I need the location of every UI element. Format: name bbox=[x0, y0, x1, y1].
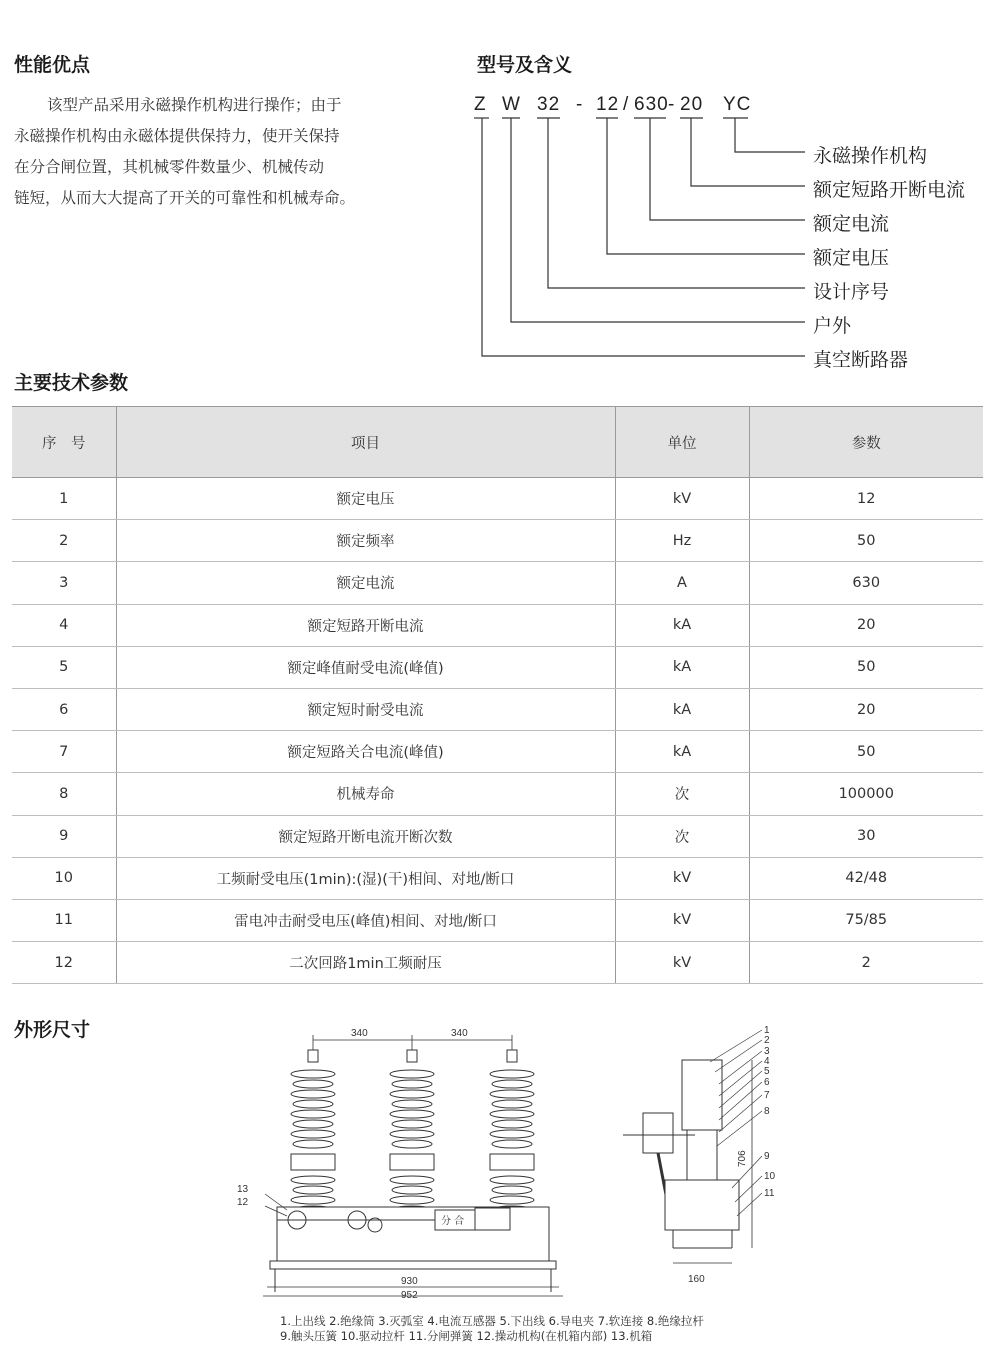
row-value: 75/85 bbox=[749, 899, 983, 941]
row-item: 雷电冲击耐受电压(峰值)相间、对地/断口 bbox=[116, 899, 615, 941]
model-heading: 型号及含义 bbox=[477, 54, 573, 76]
row-unit: kV bbox=[615, 857, 749, 899]
advantages-line: 在分合闸位置，其机械零件数量少、机械传动 bbox=[14, 158, 325, 176]
row-value: 630 bbox=[749, 562, 983, 604]
row-item: 工频耐受电压(1min):(湿)(干)相间、对地/断口 bbox=[116, 857, 615, 899]
dim-width-outer: 952 bbox=[401, 1290, 418, 1301]
model-code-breaking: 20 bbox=[680, 94, 704, 115]
row-unit: kV bbox=[615, 899, 749, 941]
dim-spacing-left: 340 bbox=[351, 1028, 368, 1039]
table-row bbox=[12, 773, 983, 815]
outline-drawing bbox=[225, 1020, 785, 1312]
row-item: 额定短路关合电流(峰值) bbox=[116, 731, 615, 773]
row-item: 额定电流 bbox=[116, 562, 615, 604]
advantages-paragraph bbox=[14, 90, 394, 214]
side-view bbox=[623, 1025, 776, 1285]
table-row bbox=[12, 646, 983, 688]
callout-8: 8 bbox=[764, 1106, 770, 1117]
row-value: 50 bbox=[749, 646, 983, 688]
model-meaning-rated-current: 额定电流 bbox=[813, 213, 890, 235]
callout-5: 5 bbox=[764, 1066, 770, 1077]
dim-side-height: 706 bbox=[737, 1150, 748, 1167]
advantages-heading: 性能优点 bbox=[14, 54, 91, 76]
callout-9: 9 bbox=[764, 1151, 770, 1162]
row-unit: 次 bbox=[615, 773, 749, 815]
model-code-w: W bbox=[502, 94, 521, 115]
table-row bbox=[12, 520, 983, 562]
row-value: 42/48 bbox=[749, 857, 983, 899]
model-meaning-breaking-current: 额定短路开断电流 bbox=[813, 179, 966, 201]
row-unit: kA bbox=[615, 604, 749, 646]
row-index: 6 bbox=[12, 688, 116, 730]
row-index: 2 bbox=[12, 520, 116, 562]
dim-spacing-right: 340 bbox=[451, 1028, 468, 1039]
row-value: 20 bbox=[749, 688, 983, 730]
row-index: 4 bbox=[12, 604, 116, 646]
table-row bbox=[12, 604, 983, 646]
row-value: 50 bbox=[749, 520, 983, 562]
column-header-value: 参数 bbox=[749, 407, 983, 478]
column-header-index: 序 号 bbox=[12, 407, 116, 478]
row-item: 额定频率 bbox=[116, 520, 615, 562]
table-row bbox=[12, 688, 983, 730]
model-code-series: 32 bbox=[537, 94, 561, 115]
column-header-item: 项目 bbox=[116, 407, 615, 478]
row-item: 额定峰值耐受电流(峰值) bbox=[116, 646, 615, 688]
front-panel-label: 分 合 bbox=[441, 1216, 465, 1227]
drawing-legend-line-2: 9.触头压簧 10.驱动拉杆 11.分闸弹簧 12.操动机构(在机箱内部) 13.机箱 bbox=[280, 1329, 653, 1343]
table-row bbox=[12, 731, 983, 773]
row-value: 100000 bbox=[749, 773, 983, 815]
row-unit: Hz bbox=[615, 520, 749, 562]
callout-2: 2 bbox=[764, 1035, 770, 1046]
row-item: 二次回路1min工频耐压 bbox=[116, 942, 615, 984]
table-row bbox=[12, 899, 983, 941]
callout-1: 1 bbox=[764, 1025, 770, 1036]
row-index: 5 bbox=[12, 646, 116, 688]
row-item: 机械寿命 bbox=[116, 773, 615, 815]
callout-10: 10 bbox=[764, 1171, 776, 1182]
row-unit: kA bbox=[615, 688, 749, 730]
advantages-line: 永磁操作机构由永磁体提供保持力，使开关保持 bbox=[14, 127, 340, 145]
row-index: 9 bbox=[12, 815, 116, 857]
model-meaning-design-number: 设计序号 bbox=[813, 281, 890, 303]
model-meaning-outdoor: 户外 bbox=[813, 315, 852, 337]
callout-13: 13 bbox=[237, 1184, 249, 1195]
row-unit: kV bbox=[615, 478, 749, 520]
params-table bbox=[12, 406, 983, 984]
advantages-line: 该型产品采用永磁操作机构进行操作；由于 bbox=[47, 96, 342, 114]
dim-side-base-width: 160 bbox=[688, 1274, 705, 1285]
model-code-voltage: 12 bbox=[596, 94, 620, 115]
params-heading: 主要技术参数 bbox=[14, 372, 129, 394]
row-index: 10 bbox=[12, 857, 116, 899]
callout-6: 6 bbox=[764, 1077, 770, 1088]
row-item: 额定短路开断电流 bbox=[116, 604, 615, 646]
dim-width-inner: 930 bbox=[401, 1276, 418, 1287]
table-row bbox=[12, 942, 983, 984]
table-row bbox=[12, 857, 983, 899]
table-row bbox=[12, 562, 983, 604]
row-index: 11 bbox=[12, 899, 116, 941]
table-row bbox=[12, 815, 983, 857]
model-meaning-operating-mechanism: 永磁操作机构 bbox=[813, 145, 928, 167]
row-index: 8 bbox=[12, 773, 116, 815]
row-value: 2 bbox=[749, 942, 983, 984]
model-code-dash: - bbox=[668, 94, 676, 115]
row-item: 额定短路开断电流开断次数 bbox=[116, 815, 615, 857]
table-row bbox=[12, 478, 983, 520]
row-item: 额定短时耐受电流 bbox=[116, 688, 615, 730]
advantages-line: 链短，从而大大提高了开关的可靠性和机械寿命。 bbox=[14, 189, 356, 207]
row-index: 12 bbox=[12, 942, 116, 984]
row-unit: A bbox=[615, 562, 749, 604]
model-code-dash: - bbox=[576, 94, 584, 115]
model-code-yc: YC bbox=[723, 94, 752, 115]
row-item: 额定电压 bbox=[116, 478, 615, 520]
row-unit: 次 bbox=[615, 815, 749, 857]
callout-12: 12 bbox=[237, 1197, 249, 1208]
row-unit: kA bbox=[615, 731, 749, 773]
row-value: 12 bbox=[749, 478, 983, 520]
table-header-row bbox=[12, 407, 983, 478]
callout-3: 3 bbox=[764, 1046, 770, 1057]
row-value: 20 bbox=[749, 604, 983, 646]
model-code-z: Z bbox=[474, 94, 487, 115]
model-code-slash: / bbox=[623, 94, 630, 115]
dimensions-heading: 外形尺寸 bbox=[14, 1019, 91, 1041]
model-meaning-vacuum-breaker: 真空断路器 bbox=[813, 349, 909, 371]
front-view bbox=[237, 1028, 563, 1301]
row-value: 50 bbox=[749, 731, 983, 773]
callout-4: 4 bbox=[764, 1056, 770, 1067]
callout-7: 7 bbox=[764, 1090, 770, 1101]
row-index: 1 bbox=[12, 478, 116, 520]
row-unit: kA bbox=[615, 646, 749, 688]
callout-11: 11 bbox=[764, 1188, 775, 1199]
model-designation-diagram bbox=[460, 80, 820, 370]
row-index: 3 bbox=[12, 562, 116, 604]
model-code-current: 630 bbox=[634, 94, 669, 115]
drawing-legend-line-1: 1.上出线 2.绝缘筒 3.灭弧室 4.电流互感器 5.下出线 6.导电夹 7.软连接 8.绝缘拉杆 bbox=[280, 1314, 704, 1328]
model-meaning-rated-voltage: 额定电压 bbox=[813, 247, 890, 269]
column-header-unit: 单位 bbox=[615, 407, 749, 478]
row-value: 30 bbox=[749, 815, 983, 857]
row-index: 7 bbox=[12, 731, 116, 773]
row-unit: kV bbox=[615, 942, 749, 984]
